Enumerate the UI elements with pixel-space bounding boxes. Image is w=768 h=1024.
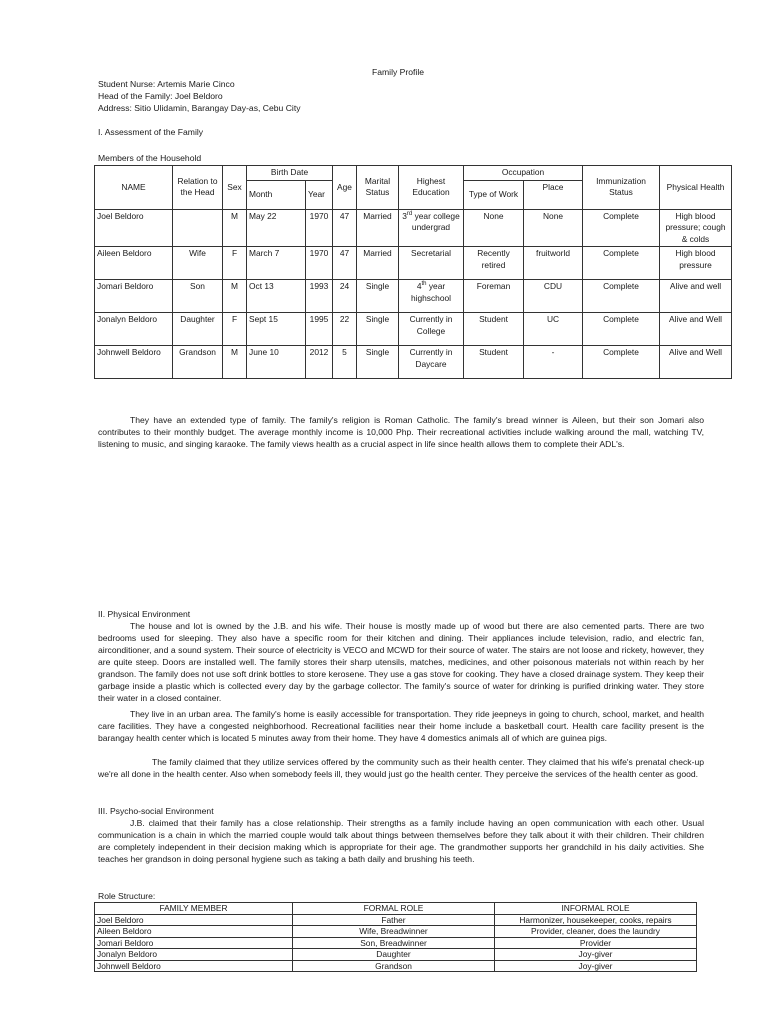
member-marital: Single — [357, 313, 399, 346]
education-text: year college undergrad — [411, 210, 460, 232]
member-work-type: Recently retired — [464, 247, 524, 280]
table-row — [95, 280, 732, 313]
member-education — [399, 280, 464, 313]
member-age: 5 — [333, 346, 357, 379]
member-sex: M — [223, 209, 247, 247]
education-text: Secretarial — [410, 248, 452, 258]
member-birth-year: 1970 — [306, 209, 333, 247]
member-marital: Married — [357, 247, 399, 280]
member-birth-year: 1995 — [306, 313, 333, 346]
member-health: Alive and Well — [660, 346, 732, 379]
member-health: High blood pressure — [660, 247, 732, 280]
role-formal: Son, Breadwinner — [293, 937, 495, 949]
member-birth-month: May 22 — [247, 209, 306, 247]
role-informal: Joy-giver — [495, 960, 697, 972]
member-work-place: CDU — [524, 280, 583, 313]
member-name: Joel Beldoro — [95, 209, 173, 247]
table-row — [95, 937, 697, 949]
member-education — [399, 247, 464, 280]
member-work-type: Foreman — [464, 280, 524, 313]
member-work-place: - — [524, 346, 583, 379]
address: Address: Sitio Ulidamin, Barangay Day-as, Cebu City — [98, 103, 301, 113]
table-row — [95, 346, 732, 379]
education-text: Currently in Daycare — [409, 347, 453, 369]
physical-paragraph-2: They live in an urban area. The family's home is easily accessible for transportation. They ride jeepneys in going to church, school, market, and health care facilities. They have a congested neighborhood. Recreational facilities near their home include a basketball court. Health care facility present is the barangay health center which is located 5 minutes away from their home. They have 4 domestics animals all of which are guinea pigs. — [98, 709, 704, 743]
role-informal: Harmonizer, housekeeper, cooks, repairs — [495, 914, 697, 926]
family-paragraph: They have an extended type of family. The family's religion is Roman Catholic. The family's bread winner is Aileen, but their son Jomari also contributes to their monthly budget. The average monthly income is 10,000 Php. Their recreational activities include walking around the mall, watching TV, listening to music, and singing karaoke. The family views health as a crucial aspect in life since health allows them to complete their ADL's. — [98, 415, 704, 449]
member-birth-year: 1993 — [306, 280, 333, 313]
member-relation: Son — [173, 280, 223, 313]
member-name: Johnwell Beldoro — [95, 346, 173, 379]
member-sex: M — [223, 346, 247, 379]
table-row — [95, 313, 732, 346]
member-birth-year: 1970 — [306, 247, 333, 280]
family-head: Head of the Family: Joel Beldoro — [98, 91, 223, 101]
member-birth-month: June 10 — [247, 346, 306, 379]
psychosocial-paragraph: J.B. claimed that their family has a close relationship. Their strengths as a family include having an open communication with each other. Usual communication is a chain in which the married couple would talk about things between themselves before they talk about it with their children. Their children are completely independent in their decision making which is appropriate for their age. The grandmother supports her grandchild in his daily activities. She teaches her grandson in doing personal hygiene such as taking a bath daily and brushing his teeth. — [98, 818, 704, 864]
table-row — [95, 949, 697, 961]
member-education — [399, 346, 464, 379]
member-relation: Daughter — [173, 313, 223, 346]
role-informal: Provider — [495, 937, 697, 949]
member-sex: F — [223, 313, 247, 346]
col-birth-date: Birth Date — [247, 166, 333, 181]
col-marital: Marital Status — [357, 166, 399, 210]
col-formal-role: FORMAL ROLE — [293, 903, 495, 915]
member-age: 24 — [333, 280, 357, 313]
member-health: Alive and well — [660, 280, 732, 313]
col-relation: Relation to the Head — [173, 166, 223, 210]
member-relation: Grandson — [173, 346, 223, 379]
role-member: Joel Beldoro — [95, 914, 293, 926]
member-marital: Married — [357, 209, 399, 247]
physical-paragraph-1: The house and lot is owned by the J.B. and his wife. Their house is mostly made up of wood but there are also cemented parts. There are two bedrooms used for sleeping. They also have a specific room for their kitchen and dining. Their appliances include television, radio, and electric fan, airconditioner, and a sound system. Their source of electricity is VECO and MCWD for their source of water. The stairs are not loose and rickety, however, they are quite steep. Doors are installed well. The family stores their sharp utensils, matches, medicines, and other poisonous materials not within reach by her grandson. The family does not use soft drink bottles to store kerosene. They use a gas stove for cooking. They have a closed drainage system. They keep their garbage inside a plastic which is collected every day by the garbage collector. The family's source of water for drinking is purified drinking water. They store their water in a closed container. — [98, 621, 704, 703]
student-nurse: Student Nurse: Artemis Marie Cinco — [98, 79, 235, 89]
member-health: High blood pressure; cough & colds — [660, 209, 732, 247]
member-work-place: fruitworld — [524, 247, 583, 280]
role-informal: Provider, cleaner, does the laundry — [495, 926, 697, 938]
role-member: Jonalyn Beldoro — [95, 949, 293, 961]
member-marital: Single — [357, 280, 399, 313]
col-type: Type of Work — [464, 180, 524, 209]
member-birth-month: Sept 15 — [247, 313, 306, 346]
member-sex: F — [223, 247, 247, 280]
col-name: NAME — [95, 166, 173, 210]
member-immunization: Complete — [583, 280, 660, 313]
member-health: Alive and Well — [660, 313, 732, 346]
member-age: 47 — [333, 247, 357, 280]
member-work-place: None — [524, 209, 583, 247]
col-year: Year — [306, 180, 333, 209]
role-member: Aileen Beldoro — [95, 926, 293, 938]
education-ordinal: th — [421, 281, 427, 288]
education-ordinal: rd — [406, 210, 413, 217]
member-marital: Single — [357, 346, 399, 379]
col-month: Month — [247, 180, 306, 209]
member-relation — [173, 209, 223, 247]
role-informal: Joy-giver — [495, 949, 697, 961]
member-immunization: Complete — [583, 209, 660, 247]
col-informal-role: INFORMAL ROLE — [495, 903, 697, 915]
section-heading-psychosocial: III. Psycho-social Environment — [98, 806, 214, 816]
role-formal: Father — [293, 914, 495, 926]
member-sex: M — [223, 280, 247, 313]
education-number: 3 — [402, 210, 407, 221]
col-age: Age — [333, 166, 357, 210]
role-formal: Daughter — [293, 949, 495, 961]
member-name: Jonalyn Beldoro — [95, 313, 173, 346]
table-row — [95, 247, 732, 280]
table-row — [95, 960, 697, 972]
members-heading: Members of the Household — [98, 153, 202, 163]
role-member: Jomari Beldoro — [95, 937, 293, 949]
member-education — [399, 209, 464, 247]
role-member: Johnwell Beldoro — [95, 960, 293, 972]
member-birth-month: March 7 — [247, 247, 306, 280]
col-physical: Physical Health — [660, 166, 732, 210]
page-title: Family Profile — [371, 67, 425, 77]
education-text: Currently in College — [409, 314, 453, 336]
member-work-type: None — [464, 209, 524, 247]
physical-paragraph-3: The family claimed that they utilize services offered by the community such as their health center. They claimed that his wife's prenatal check-up we're all done in the health center. Also when somebody feels ill, they would just go the health center. They perceive the services of the health center as good. — [98, 757, 704, 779]
table-row — [95, 914, 697, 926]
section-heading-assessment: I. Assessment of the Family — [98, 127, 204, 137]
role-table — [94, 902, 697, 972]
member-immunization: Complete — [583, 313, 660, 346]
member-birth-month: Oct 13 — [247, 280, 306, 313]
member-work-place: UC — [524, 313, 583, 346]
member-age: 22 — [333, 313, 357, 346]
member-work-type: Student — [464, 346, 524, 379]
member-work-type: Student — [464, 313, 524, 346]
member-relation: Wife — [173, 247, 223, 280]
col-education: Highest Education — [399, 166, 464, 210]
role-formal: Grandson — [293, 960, 495, 972]
table-row — [95, 926, 697, 938]
member-immunization: Complete — [583, 346, 660, 379]
member-age: 47 — [333, 209, 357, 247]
col-occupation: Occupation — [464, 166, 583, 181]
education-text: year highschool — [410, 281, 452, 303]
role-formal: Wife, Breadwinner — [293, 926, 495, 938]
member-education — [399, 313, 464, 346]
header-block — [98, 78, 301, 114]
member-birth-year: 2012 — [306, 346, 333, 379]
member-name: Jomari Beldoro — [95, 280, 173, 313]
role-structure-heading: Role Structure: — [98, 891, 156, 901]
member-name: Aileen Beldoro — [95, 247, 173, 280]
member-immunization: Complete — [583, 247, 660, 280]
section-heading-physical: II. Physical Environment — [98, 609, 191, 619]
education-number: 4 — [416, 281, 422, 291]
table-row — [95, 209, 732, 247]
members-table — [94, 165, 732, 379]
col-sex: Sex — [223, 166, 247, 210]
col-family-member: FAMILY MEMBER — [95, 903, 293, 915]
col-place: Place — [524, 180, 583, 209]
col-immunization: Immunization Status — [583, 166, 660, 210]
